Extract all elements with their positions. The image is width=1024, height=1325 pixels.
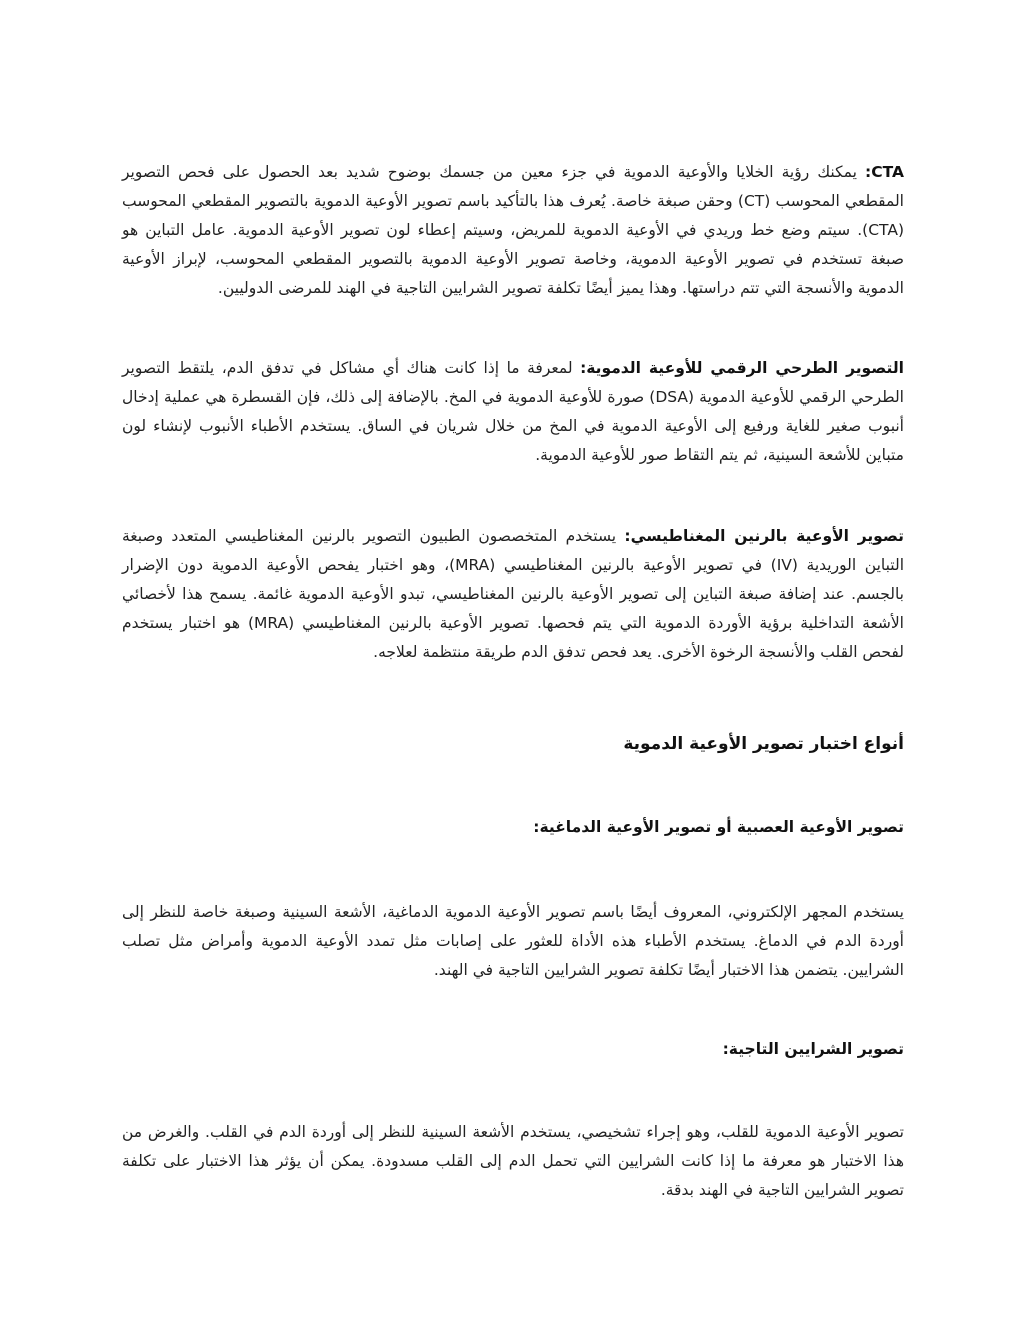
term-dsa: التصوير الطرحي الرقمي للأوعية الدموية:: [580, 359, 904, 377]
term-cta: CTA:: [865, 163, 904, 181]
heading-angiography-types: أنواع اختبار تصوير الأوعية الدموية: [623, 734, 904, 754]
paragraph-cta: [122, 158, 904, 303]
heading-coronary-angiography: تصوير الشرايين التاجية:: [722, 1040, 904, 1058]
document-page: [122, 0, 904, 1325]
heading-cerebral-angiography: تصوير الأوعية العصبية أو تصوير الأوعية الدماغية:: [533, 818, 904, 836]
paragraph-cerebral: يستخدم المجهر الإلكتروني، المعروف أيضًا باسم تصوير الأوعية الدموية الدماغية، الأشعة السينية وصبغة خاصة للنظر إلى أوردة الدم في الدماغ. يستخدم الأطباء هذه الأداة للعثور على إصابات مثل تمدد الأوعية الدموية وأمراض مثل تصلب الشرايين. يتضمن هذا الاختبار أيضًا تكلفة تصوير الشرايين التاجية في الهند.: [122, 903, 904, 979]
paragraph-coronary: تصوير الأوعية الدموية للقلب، وهو إجراء تشخيصي، يستخدم الأشعة السينية للنظر إلى أوردة الدم في القلب. والغرض من هذا الاختبار هو معرفة ما إذا كانت الشرايين التي تحمل الدم إلى القلب مسدودة. يمكن أن يؤثر هذا الاختبار على تكلفة تصوير الشرايين التاجية في الهند بدقة.: [122, 1123, 904, 1199]
term-mra: تصوير الأوعية بالرنين المغناطيسي:: [624, 527, 904, 545]
paragraph-cta-text: يمكنك رؤية الخلايا والأوعية الدموية في جزء معين من جسمك بوضوح شديد بعد الحصول على فحص التصوير المقطعي المحوسب (CT) وحقن صبغة خاصة. يُعرف هذا بالتأكيد باسم تصوير الأوعية الدموية بالتصوير المقطعي المحوسب (CTA). سيتم وضع خط وريدي في الأوعية الدموية للمريض، وسيتم إعطاء لون تصوير الأوعية الدموية. عامل التباين هو صبغة تستخدم في تصوير الأوعية الدموية، وخاصة تصوير الأوعية الدموية بالتصوير المقطعي المحوسب، لإبراز الأوعية الدموية والأنسجة التي تتم دراستها. وهذا يميز أيضًا تكلفة تصوير الشرايين التاجية في الهند للمرضى الدوليين.: [122, 163, 904, 297]
paragraph-mra-text: يستخدم المتخصصون الطبيون التصوير بالرنين المغناطيسي المتعدد وصبغة التباين الوريدية (IV) في تصوير الأوعية بالرنين المغناطيسي (MRA)، وهو اختبار يفحص الأوعية الدموية دون الإضرار بالجسم. عند إضافة صبغة التباين إلى تصوير الأوعية بالرنين المغناطيسي، تبدو الأوعية الدموية غائمة. يسمح هذا لأخصائي الأشعة التداخلية برؤية الأوردة الدموية التي يتم فحصها. تصوير الأوعية بالرنين المغناطيسي (MRA) هو اختبار يستخدم لفحص القلب والأنسجة الرخوة الأخرى. يعد فحص تدفق الدم طريقة منتظمة لعلاجه.: [122, 527, 904, 661]
paragraph-dsa: [122, 354, 904, 470]
paragraph-dsa-text: لمعرفة ما إذا كانت هناك أي مشاكل في تدفق الدم، يلتقط التصوير الطرحي الرقمي للأوعية الدموية (DSA) صورة للأوعية الدموية في المخ. بالإضافة إلى ذلك، فإن القسطرة هي عملية إدخال أنبوب صغير للغاية ورفيع إلى الأوعية الدموية في المخ من خلال شريان في الساق. يستخدم الأطباء الأنبوب لإنشاء لون متباين للأشعة السينية، ثم يتم التقاط صور للأوعية الدموية.: [122, 359, 904, 464]
paragraph-mra: [122, 522, 904, 667]
